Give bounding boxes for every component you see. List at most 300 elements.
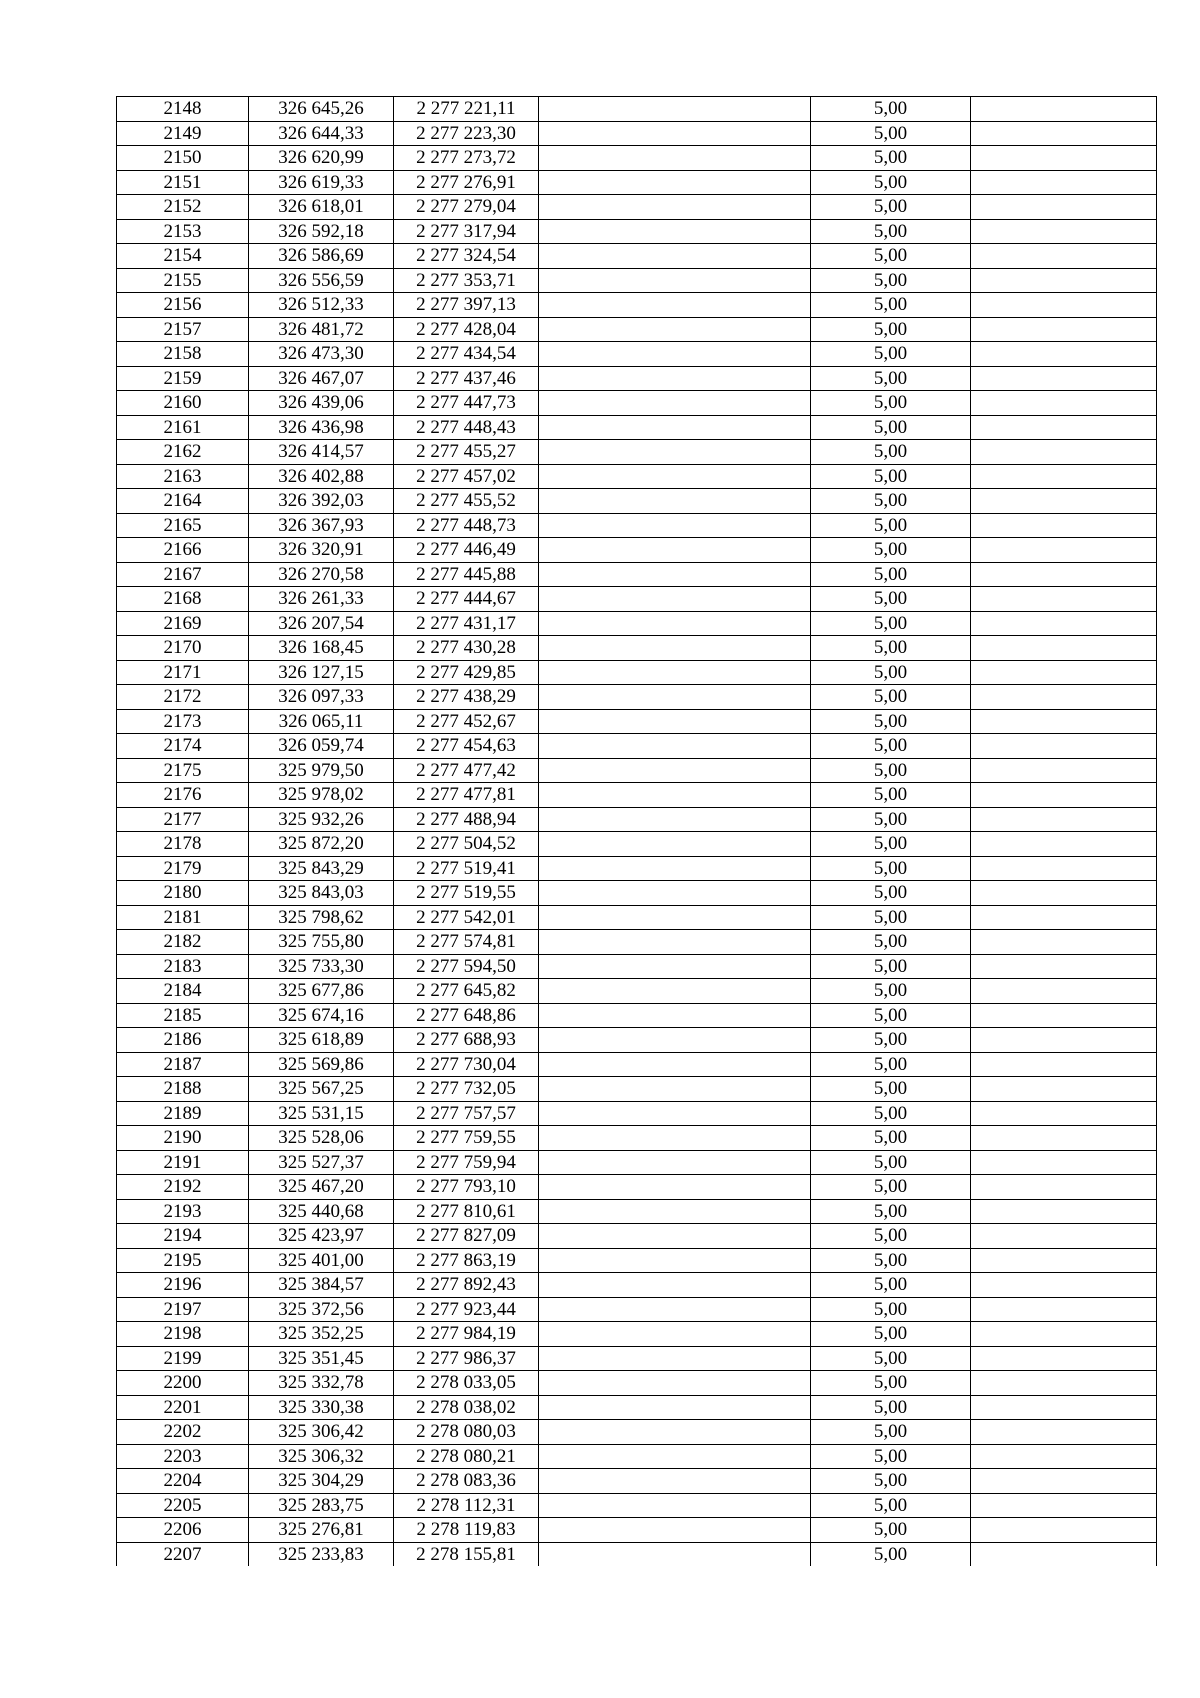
note-cell (971, 1444, 1157, 1469)
table-row (117, 244, 1157, 269)
y-coordinate-cell: 2 278 083,36 (394, 1469, 539, 1494)
y-coordinate-cell: 2 278 038,02 (394, 1395, 539, 1420)
blank-cell (539, 342, 811, 367)
note-cell (971, 1322, 1157, 1347)
note-cell (971, 807, 1157, 832)
y-coordinate-cell: 2 277 448,43 (394, 415, 539, 440)
table-row (117, 1322, 1157, 1347)
y-coordinate-cell: 2 277 437,46 (394, 366, 539, 391)
point-number-cell: 2180 (117, 881, 249, 906)
point-number-cell: 2196 (117, 1273, 249, 1298)
y-coordinate-cell: 2 277 645,82 (394, 979, 539, 1004)
table-row (117, 636, 1157, 661)
blank-cell (539, 1542, 811, 1566)
table-row (117, 97, 1157, 122)
value-cell: 5,00 (811, 1052, 971, 1077)
note-cell (971, 293, 1157, 318)
note-cell (971, 244, 1157, 269)
value-cell: 5,00 (811, 317, 971, 342)
y-coordinate-cell: 2 277 542,01 (394, 905, 539, 930)
table-row (117, 219, 1157, 244)
table-row (117, 1126, 1157, 1151)
y-coordinate-cell: 2 277 455,52 (394, 489, 539, 514)
y-coordinate-cell: 2 278 112,31 (394, 1493, 539, 1518)
table-row (117, 1150, 1157, 1175)
value-cell: 5,00 (811, 685, 971, 710)
value-cell: 5,00 (811, 293, 971, 318)
blank-cell (539, 170, 811, 195)
x-coordinate-cell: 325 755,80 (249, 930, 394, 955)
note-cell (971, 513, 1157, 538)
blank-cell (539, 1297, 811, 1322)
note-cell (971, 1150, 1157, 1175)
value-cell: 5,00 (811, 930, 971, 955)
blank-cell (539, 1003, 811, 1028)
table-row (117, 268, 1157, 293)
blank-cell (539, 244, 811, 269)
point-number-cell: 2163 (117, 464, 249, 489)
y-coordinate-cell: 2 277 397,13 (394, 293, 539, 318)
note-cell (971, 317, 1157, 342)
note-cell (971, 709, 1157, 734)
y-coordinate-cell: 2 277 324,54 (394, 244, 539, 269)
table-row (117, 1199, 1157, 1224)
note-cell (971, 97, 1157, 122)
x-coordinate-cell: 325 843,29 (249, 856, 394, 881)
note-cell (971, 1077, 1157, 1102)
value-cell: 5,00 (811, 1420, 971, 1445)
point-number-cell: 2190 (117, 1126, 249, 1151)
x-coordinate-cell: 325 674,16 (249, 1003, 394, 1028)
x-coordinate-cell: 326 481,72 (249, 317, 394, 342)
value-cell: 5,00 (811, 856, 971, 881)
value-cell: 5,00 (811, 758, 971, 783)
blank-cell (539, 660, 811, 685)
y-coordinate-cell: 2 277 984,19 (394, 1322, 539, 1347)
value-cell: 5,00 (811, 244, 971, 269)
x-coordinate-cell: 325 798,62 (249, 905, 394, 930)
table-row (117, 1297, 1157, 1322)
blank-cell (539, 1052, 811, 1077)
value-cell: 5,00 (811, 832, 971, 857)
blank-cell (539, 1346, 811, 1371)
blank-cell (539, 293, 811, 318)
note-cell (971, 587, 1157, 612)
value-cell: 5,00 (811, 1371, 971, 1396)
blank-cell (539, 317, 811, 342)
table-row (117, 856, 1157, 881)
value-cell: 5,00 (811, 562, 971, 587)
x-coordinate-cell: 325 330,38 (249, 1395, 394, 1420)
table-row (117, 1273, 1157, 1298)
point-number-cell: 2164 (117, 489, 249, 514)
y-coordinate-cell: 2 278 155,81 (394, 1542, 539, 1566)
x-coordinate-cell: 325 440,68 (249, 1199, 394, 1224)
y-coordinate-cell: 2 277 221,11 (394, 97, 539, 122)
blank-cell (539, 562, 811, 587)
value-cell: 5,00 (811, 195, 971, 220)
x-coordinate-cell: 325 843,03 (249, 881, 394, 906)
table-row (117, 807, 1157, 832)
y-coordinate-cell: 2 278 119,83 (394, 1518, 539, 1543)
blank-cell (539, 195, 811, 220)
point-number-cell: 2151 (117, 170, 249, 195)
note-cell (971, 685, 1157, 710)
table-row (117, 1175, 1157, 1200)
point-number-cell: 2177 (117, 807, 249, 832)
blank-cell (539, 513, 811, 538)
note-cell (971, 489, 1157, 514)
value-cell: 5,00 (811, 783, 971, 808)
value-cell: 5,00 (811, 636, 971, 661)
y-coordinate-cell: 2 277 434,54 (394, 342, 539, 367)
blank-cell (539, 366, 811, 391)
table-row (117, 1224, 1157, 1249)
point-number-cell: 2185 (117, 1003, 249, 1028)
x-coordinate-cell: 325 527,37 (249, 1150, 394, 1175)
point-number-cell: 2192 (117, 1175, 249, 1200)
table-row (117, 1077, 1157, 1102)
point-number-cell: 2161 (117, 415, 249, 440)
y-coordinate-cell: 2 277 504,52 (394, 832, 539, 857)
value-cell: 5,00 (811, 342, 971, 367)
y-coordinate-cell: 2 277 892,43 (394, 1273, 539, 1298)
blank-cell (539, 1371, 811, 1396)
table-row (117, 1395, 1157, 1420)
y-coordinate-cell: 2 277 793,10 (394, 1175, 539, 1200)
y-coordinate-cell: 2 277 430,28 (394, 636, 539, 661)
blank-cell (539, 1322, 811, 1347)
note-cell (971, 1297, 1157, 1322)
blank-cell (539, 1126, 811, 1151)
table-row (117, 440, 1157, 465)
point-number-cell: 2182 (117, 930, 249, 955)
table-row (117, 685, 1157, 710)
y-coordinate-cell: 2 277 431,17 (394, 611, 539, 636)
blank-cell (539, 219, 811, 244)
x-coordinate-cell: 325 978,02 (249, 783, 394, 808)
table-row (117, 930, 1157, 955)
y-coordinate-cell: 2 278 080,21 (394, 1444, 539, 1469)
note-cell (971, 881, 1157, 906)
blank-cell (539, 1150, 811, 1175)
x-coordinate-cell: 326 168,45 (249, 636, 394, 661)
blank-cell (539, 685, 811, 710)
x-coordinate-cell: 325 306,42 (249, 1420, 394, 1445)
point-number-cell: 2167 (117, 562, 249, 587)
point-number-cell: 2207 (117, 1542, 249, 1566)
point-number-cell: 2152 (117, 195, 249, 220)
value-cell: 5,00 (811, 1322, 971, 1347)
blank-cell (539, 1199, 811, 1224)
x-coordinate-cell: 326 127,15 (249, 660, 394, 685)
note-cell (971, 1003, 1157, 1028)
y-coordinate-cell: 2 277 445,88 (394, 562, 539, 587)
note-cell (971, 268, 1157, 293)
point-number-cell: 2191 (117, 1150, 249, 1175)
note-cell (971, 1542, 1157, 1566)
x-coordinate-cell: 326 097,33 (249, 685, 394, 710)
value-cell: 5,00 (811, 1444, 971, 1469)
y-coordinate-cell: 2 277 488,94 (394, 807, 539, 832)
point-number-cell: 2188 (117, 1077, 249, 1102)
y-coordinate-cell: 2 277 448,73 (394, 513, 539, 538)
point-number-cell: 2155 (117, 268, 249, 293)
table-row (117, 709, 1157, 734)
blank-cell (539, 1175, 811, 1200)
table-row (117, 1028, 1157, 1053)
table-row (117, 1248, 1157, 1273)
note-cell (971, 366, 1157, 391)
table-row (117, 317, 1157, 342)
x-coordinate-cell: 325 979,50 (249, 758, 394, 783)
document-page (116, 96, 1156, 1566)
y-coordinate-cell: 2 277 477,42 (394, 758, 539, 783)
value-cell: 5,00 (811, 1175, 971, 1200)
point-number-cell: 2157 (117, 317, 249, 342)
x-coordinate-cell: 326 059,74 (249, 734, 394, 759)
point-number-cell: 2202 (117, 1420, 249, 1445)
x-coordinate-cell: 326 414,57 (249, 440, 394, 465)
point-number-cell: 2168 (117, 587, 249, 612)
table-row (117, 1052, 1157, 1077)
table-row (117, 979, 1157, 1004)
value-cell: 5,00 (811, 170, 971, 195)
note-cell (971, 1175, 1157, 1200)
point-number-cell: 2162 (117, 440, 249, 465)
y-coordinate-cell: 2 277 688,93 (394, 1028, 539, 1053)
y-coordinate-cell: 2 277 446,49 (394, 538, 539, 563)
y-coordinate-cell: 2 277 730,04 (394, 1052, 539, 1077)
value-cell: 5,00 (811, 1493, 971, 1518)
point-number-cell: 2174 (117, 734, 249, 759)
coordinates-table-body (117, 97, 1157, 1567)
point-number-cell: 2203 (117, 1444, 249, 1469)
blank-cell (539, 832, 811, 857)
note-cell (971, 758, 1157, 783)
table-row (117, 464, 1157, 489)
y-coordinate-cell: 2 277 279,04 (394, 195, 539, 220)
x-coordinate-cell: 325 401,00 (249, 1248, 394, 1273)
point-number-cell: 2206 (117, 1518, 249, 1543)
value-cell: 5,00 (811, 1077, 971, 1102)
table-row (117, 832, 1157, 857)
note-cell (971, 1371, 1157, 1396)
y-coordinate-cell: 2 277 574,81 (394, 930, 539, 955)
point-number-cell: 2172 (117, 685, 249, 710)
y-coordinate-cell: 2 277 455,27 (394, 440, 539, 465)
x-coordinate-cell: 326 467,07 (249, 366, 394, 391)
x-coordinate-cell: 325 423,97 (249, 1224, 394, 1249)
value-cell: 5,00 (811, 587, 971, 612)
point-number-cell: 2159 (117, 366, 249, 391)
table-row (117, 1542, 1157, 1566)
value-cell: 5,00 (811, 1297, 971, 1322)
x-coordinate-cell: 325 569,86 (249, 1052, 394, 1077)
x-coordinate-cell: 325 352,25 (249, 1322, 394, 1347)
value-cell: 5,00 (811, 97, 971, 122)
blank-cell (539, 1395, 811, 1420)
table-row (117, 1493, 1157, 1518)
point-number-cell: 2149 (117, 121, 249, 146)
point-number-cell: 2153 (117, 219, 249, 244)
note-cell (971, 219, 1157, 244)
note-cell (971, 660, 1157, 685)
y-coordinate-cell: 2 277 594,50 (394, 954, 539, 979)
x-coordinate-cell: 326 065,11 (249, 709, 394, 734)
table-row (117, 881, 1157, 906)
note-cell (971, 146, 1157, 171)
x-coordinate-cell: 326 512,33 (249, 293, 394, 318)
point-number-cell: 2183 (117, 954, 249, 979)
table-row (117, 195, 1157, 220)
y-coordinate-cell: 2 277 454,63 (394, 734, 539, 759)
point-number-cell: 2198 (117, 1322, 249, 1347)
note-cell (971, 464, 1157, 489)
blank-cell (539, 538, 811, 563)
y-coordinate-cell: 2 278 033,05 (394, 1371, 539, 1396)
blank-cell (539, 611, 811, 636)
value-cell: 5,00 (811, 219, 971, 244)
table-row (117, 1518, 1157, 1543)
blank-cell (539, 881, 811, 906)
point-number-cell: 2175 (117, 758, 249, 783)
blank-cell (539, 489, 811, 514)
blank-cell (539, 1469, 811, 1494)
blank-cell (539, 121, 811, 146)
value-cell: 5,00 (811, 660, 971, 685)
x-coordinate-cell: 325 677,86 (249, 979, 394, 1004)
note-cell (971, 1420, 1157, 1445)
table-row (117, 1346, 1157, 1371)
y-coordinate-cell: 2 277 519,41 (394, 856, 539, 881)
table-row (117, 587, 1157, 612)
point-number-cell: 2205 (117, 1493, 249, 1518)
note-cell (971, 1346, 1157, 1371)
point-number-cell: 2178 (117, 832, 249, 857)
blank-cell (539, 391, 811, 416)
value-cell: 5,00 (811, 268, 971, 293)
note-cell (971, 611, 1157, 636)
table-row (117, 391, 1157, 416)
y-coordinate-cell: 2 277 477,81 (394, 783, 539, 808)
note-cell (971, 856, 1157, 881)
table-row (117, 121, 1157, 146)
point-number-cell: 2170 (117, 636, 249, 661)
blank-cell (539, 1273, 811, 1298)
value-cell: 5,00 (811, 881, 971, 906)
x-coordinate-cell: 325 304,29 (249, 1469, 394, 1494)
table-row (117, 1101, 1157, 1126)
value-cell: 5,00 (811, 366, 971, 391)
note-cell (971, 391, 1157, 416)
blank-cell (539, 1224, 811, 1249)
y-coordinate-cell: 2 277 732,05 (394, 1077, 539, 1102)
y-coordinate-cell: 2 277 447,73 (394, 391, 539, 416)
blank-cell (539, 954, 811, 979)
value-cell: 5,00 (811, 734, 971, 759)
point-number-cell: 2181 (117, 905, 249, 930)
point-number-cell: 2166 (117, 538, 249, 563)
value-cell: 5,00 (811, 1003, 971, 1028)
value-cell: 5,00 (811, 709, 971, 734)
x-coordinate-cell: 326 436,98 (249, 415, 394, 440)
x-coordinate-cell: 325 467,20 (249, 1175, 394, 1200)
x-coordinate-cell: 326 320,91 (249, 538, 394, 563)
note-cell (971, 342, 1157, 367)
value-cell: 5,00 (811, 1346, 971, 1371)
note-cell (971, 121, 1157, 146)
y-coordinate-cell: 2 277 757,57 (394, 1101, 539, 1126)
note-cell (971, 1224, 1157, 1249)
note-cell (971, 440, 1157, 465)
point-number-cell: 2199 (117, 1346, 249, 1371)
x-coordinate-cell: 326 592,18 (249, 219, 394, 244)
table-row (117, 1003, 1157, 1028)
blank-cell (539, 758, 811, 783)
note-cell (971, 734, 1157, 759)
value-cell: 5,00 (811, 391, 971, 416)
x-coordinate-cell: 325 531,15 (249, 1101, 394, 1126)
y-coordinate-cell: 2 277 273,72 (394, 146, 539, 171)
y-coordinate-cell: 2 277 317,94 (394, 219, 539, 244)
value-cell: 5,00 (811, 1101, 971, 1126)
table-row (117, 611, 1157, 636)
value-cell: 5,00 (811, 146, 971, 171)
note-cell (971, 538, 1157, 563)
value-cell: 5,00 (811, 440, 971, 465)
table-row (117, 1371, 1157, 1396)
x-coordinate-cell: 326 392,03 (249, 489, 394, 514)
blank-cell (539, 268, 811, 293)
note-cell (971, 1248, 1157, 1273)
y-coordinate-cell: 2 277 827,09 (394, 1224, 539, 1249)
x-coordinate-cell: 325 306,32 (249, 1444, 394, 1469)
table-row (117, 905, 1157, 930)
table-row (117, 1420, 1157, 1445)
point-number-cell: 2154 (117, 244, 249, 269)
y-coordinate-cell: 2 277 759,94 (394, 1150, 539, 1175)
blank-cell (539, 979, 811, 1004)
note-cell (971, 1395, 1157, 1420)
value-cell: 5,00 (811, 1248, 971, 1273)
value-cell: 5,00 (811, 1469, 971, 1494)
point-number-cell: 2186 (117, 1028, 249, 1053)
y-coordinate-cell: 2 277 428,04 (394, 317, 539, 342)
x-coordinate-cell: 326 620,99 (249, 146, 394, 171)
blank-cell (539, 1248, 811, 1273)
note-cell (971, 783, 1157, 808)
blank-cell (539, 440, 811, 465)
blank-cell (539, 807, 811, 832)
blank-cell (539, 636, 811, 661)
x-coordinate-cell: 326 439,06 (249, 391, 394, 416)
value-cell: 5,00 (811, 611, 971, 636)
blank-cell (539, 146, 811, 171)
note-cell (971, 930, 1157, 955)
table-row (117, 783, 1157, 808)
value-cell: 5,00 (811, 1273, 971, 1298)
note-cell (971, 1052, 1157, 1077)
point-number-cell: 2171 (117, 660, 249, 685)
x-coordinate-cell: 326 207,54 (249, 611, 394, 636)
value-cell: 5,00 (811, 1542, 971, 1566)
blank-cell (539, 905, 811, 930)
y-coordinate-cell: 2 278 080,03 (394, 1420, 539, 1445)
table-row (117, 170, 1157, 195)
y-coordinate-cell: 2 277 276,91 (394, 170, 539, 195)
table-row (117, 489, 1157, 514)
